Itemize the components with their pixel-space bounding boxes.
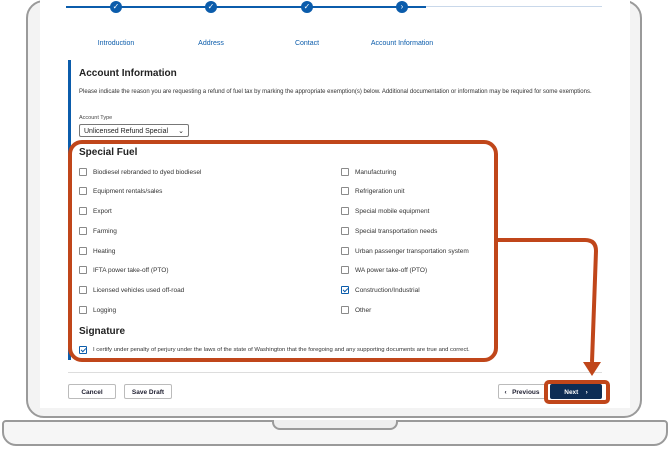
step-2-label[interactable]: Address — [198, 40, 224, 47]
footer-divider — [68, 372, 602, 373]
step-1-label[interactable]: Introduction — [97, 40, 135, 47]
previous-label: Previous — [512, 389, 540, 396]
account-type-label: Account Type — [79, 115, 113, 121]
annotation-next-highlight — [544, 380, 610, 404]
chevron-left-icon: ‹ — [504, 389, 507, 396]
next-label: Next — [564, 389, 579, 396]
chevron-down-icon: ⌄ — [178, 128, 184, 135]
cancel-button[interactable]: Cancel — [68, 384, 116, 399]
option-label: Logging — [93, 306, 117, 314]
step-3-check-icon: ✓ — [301, 1, 313, 13]
option-label: Special transportation needs — [355, 227, 438, 235]
account-type-value: Unlicensed Refund Special — [84, 128, 169, 135]
option-label: Licensed vehicles used off-road — [93, 286, 185, 294]
option-label: Biodiesel rebranded to dyed biodiesel — [93, 168, 202, 176]
signature-title: Signature — [79, 326, 126, 337]
option-label: Refrigeration unit — [355, 187, 405, 195]
save-draft-button[interactable]: Save Draft — [124, 384, 172, 399]
progress-stepper — [66, 0, 602, 48]
option-label: Farming — [93, 227, 117, 235]
step-4-chevron-right-icon: › — [396, 1, 408, 13]
option-label: WA power take-off (PTO) — [355, 266, 428, 274]
option-label: Other — [355, 306, 372, 314]
option-label: Heating — [93, 247, 116, 255]
account-description: Please indicate the reason you are requesting a refund of fuel tax by marking the appropriate exemption(s) below. Additional documentation or information may be required for some exemptions. — [79, 89, 592, 95]
step-2-check-icon: ✓ — [205, 1, 217, 13]
stepper-line-remaining — [426, 6, 602, 7]
option-label: Export — [93, 207, 112, 215]
certify-label: I certify under penalty of perjury under the laws of the state of Washington that the foregoing and any supporting documents are true and correct. — [93, 347, 470, 353]
previous-button[interactable] — [498, 384, 546, 399]
option-label: Equipment rentals/sales — [93, 187, 163, 195]
option-label: Manufacturing — [355, 168, 397, 176]
step-3-label[interactable]: Contact — [294, 40, 320, 47]
option-label: Urban passenger transportation system — [355, 247, 469, 255]
account-type-select[interactable] — [79, 124, 189, 137]
option-label: Special mobile equipment — [355, 207, 430, 215]
option-label: Construction/Industrial — [355, 286, 420, 294]
option-label: IFTA power take-off (PTO) — [93, 266, 169, 274]
step-4-label[interactable]: Account Information — [370, 40, 434, 47]
special-fuel-title: Special Fuel — [79, 147, 138, 158]
laptop-notch — [272, 420, 398, 430]
chevron-right-icon: › — [585, 389, 588, 396]
account-title: Account Information — [79, 68, 177, 79]
annotation-highlight-box — [68, 140, 498, 362]
step-1-check-icon: ✓ — [110, 1, 122, 13]
